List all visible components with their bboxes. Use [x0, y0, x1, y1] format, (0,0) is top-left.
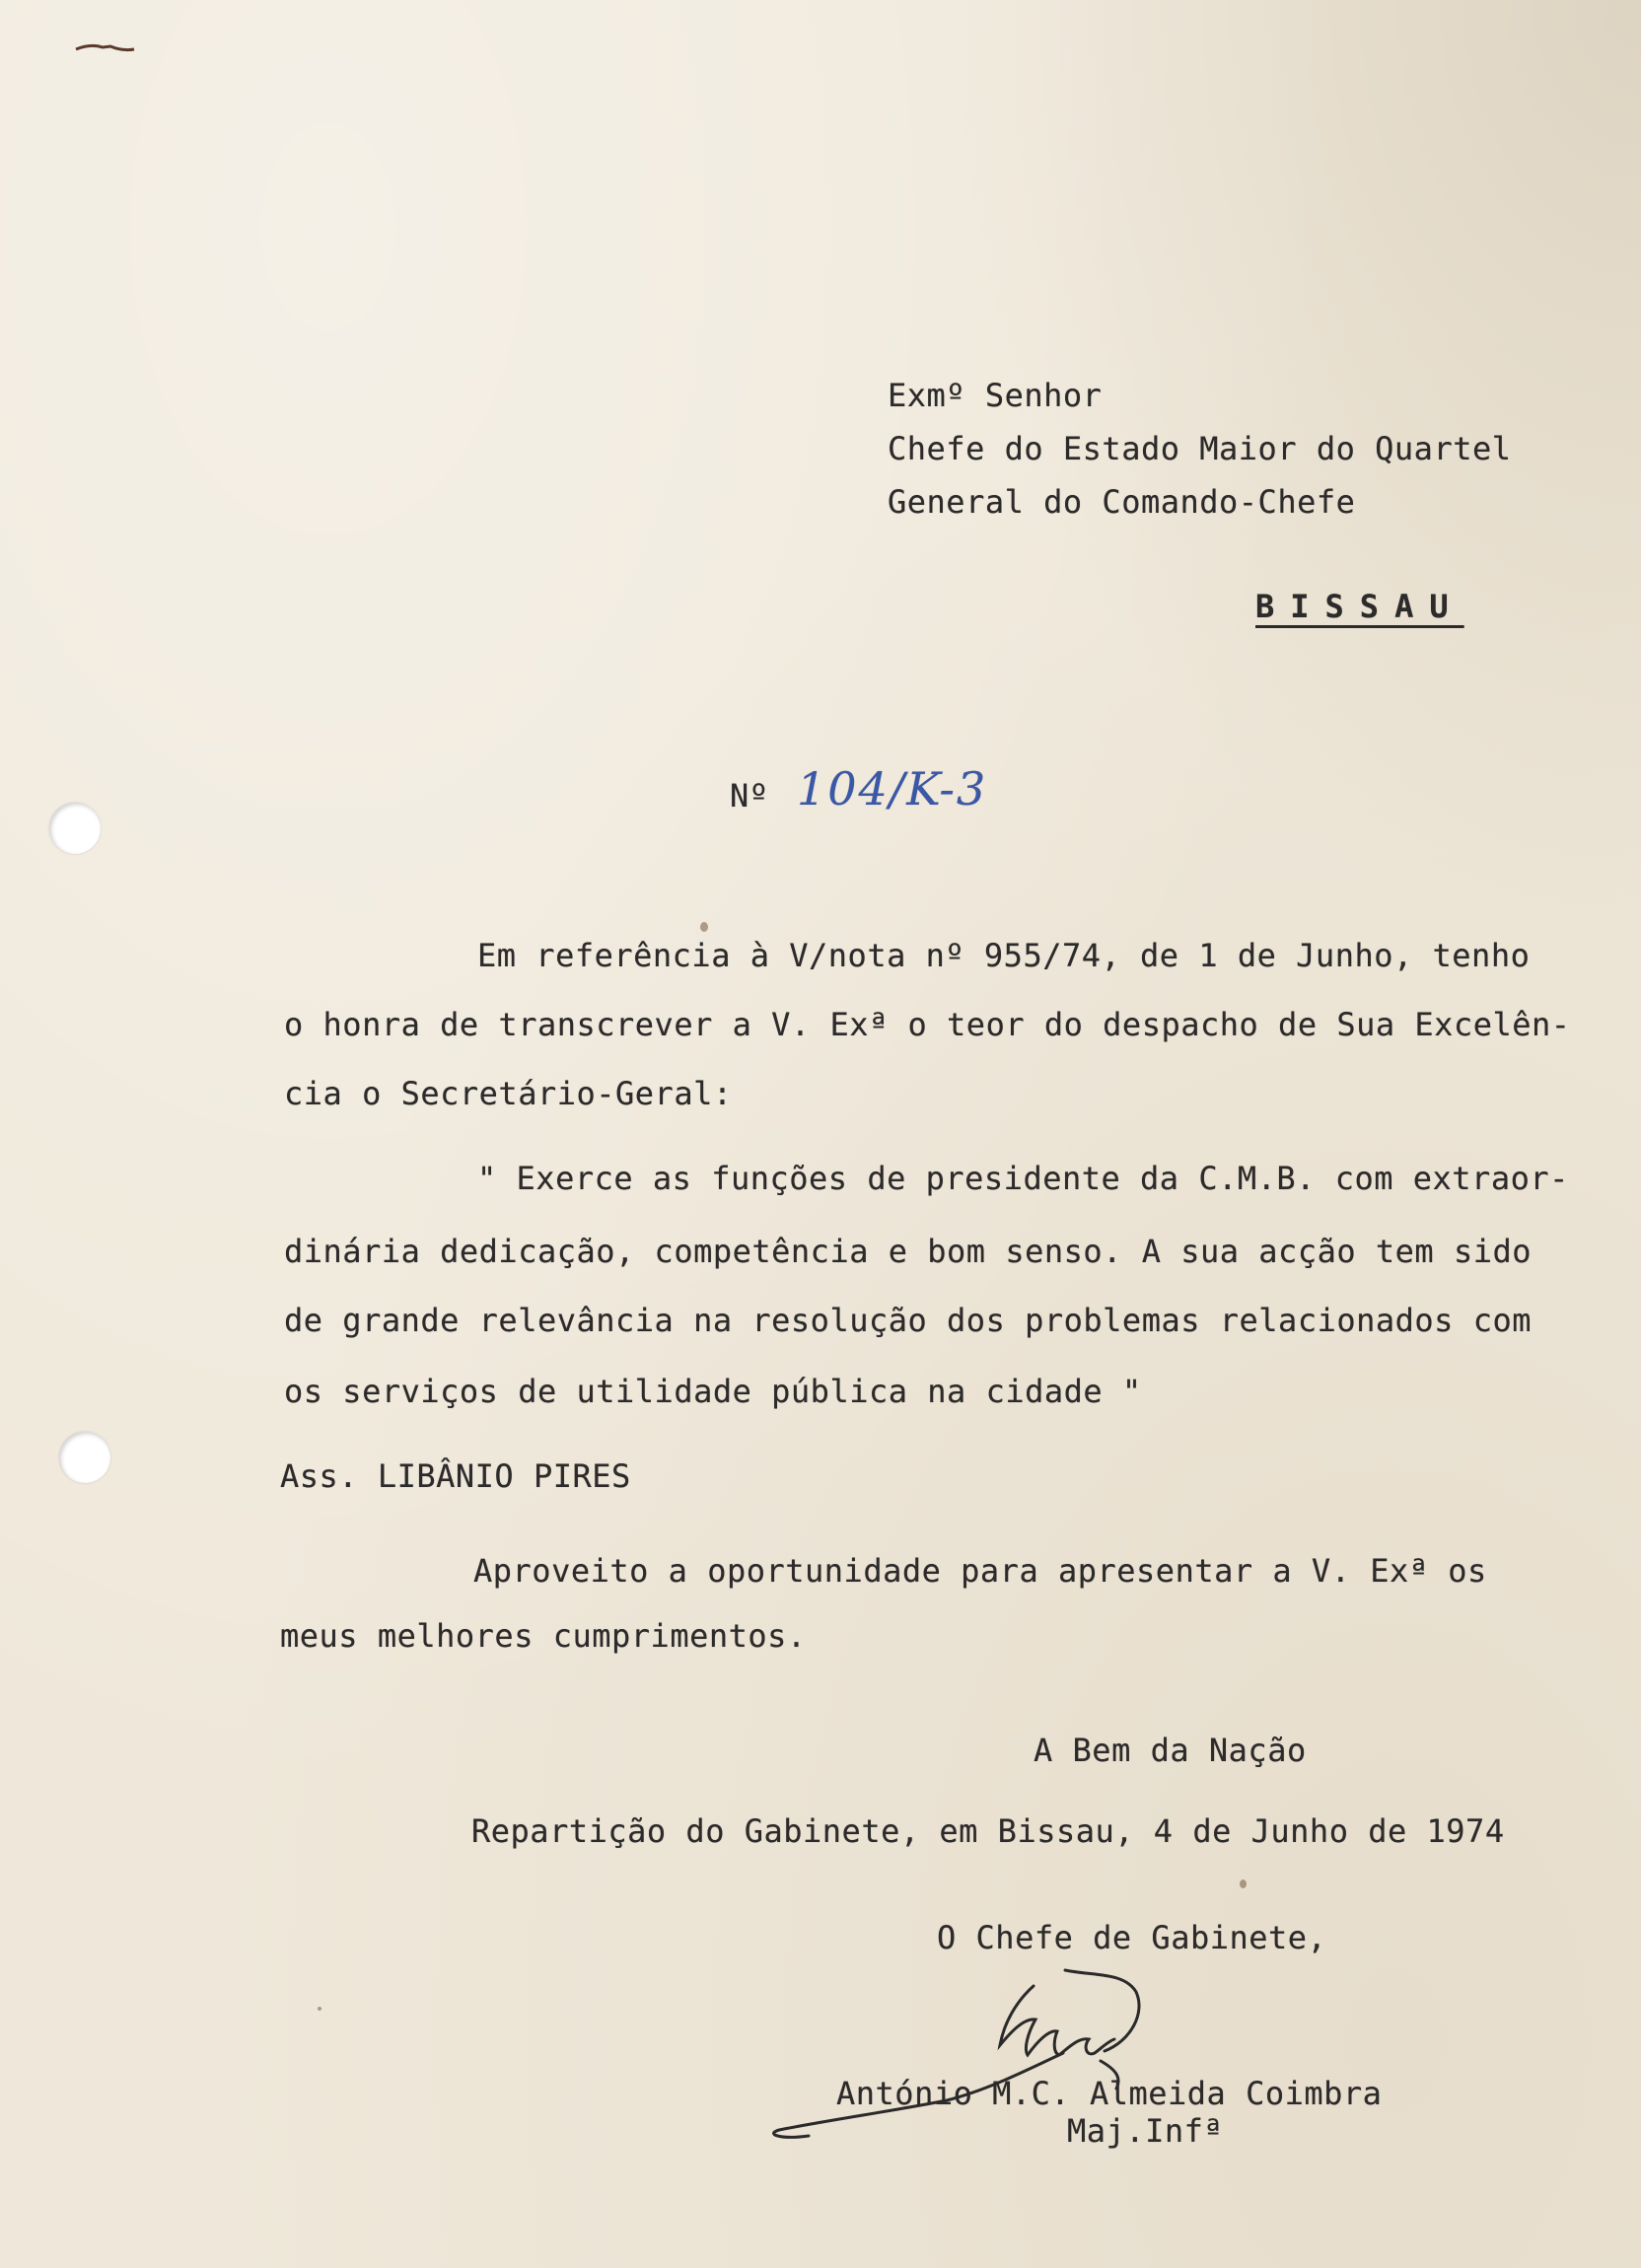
body-paragraph-1-line-2: o honra de transcrever a V. Exª o teor do despacho de Sua Excelên-: [284, 1006, 1571, 1043]
body-paragraph-2-line-1: Aproveito a oportunidade para apresentar a V. Exª os: [473, 1552, 1487, 1590]
punch-hole-top: [49, 803, 101, 854]
paper-stain: [1240, 1879, 1247, 1888]
paper-stain: [700, 922, 708, 932]
reference-number-handwritten: 104/K-3: [797, 762, 988, 815]
closing-place-date: Repartição do Gabinete, em Bissau, 4 de Junho de 1974: [471, 1812, 1505, 1850]
closing-motto: A Bem da Nação: [1034, 1732, 1307, 1769]
body-paragraph-1-line-3: cia o Secretário-Geral:: [284, 1075, 733, 1112]
signed-by: Ass. LIBÂNIO PIRES: [280, 1457, 631, 1495]
recipient-line-1: Chefe do Estado Maior do Quartel: [888, 430, 1512, 467]
quote-line-3: de grande relevância na resolução dos problemas relacionados com: [284, 1302, 1532, 1339]
quote-line-2: dinária dedicação, competência e bom senso. A sua acção tem sido: [284, 1233, 1532, 1270]
recipient-line-2: General do Comando-Chefe: [888, 483, 1356, 521]
paper-stain: [318, 2007, 321, 2011]
corner-pencil-mark: [71, 37, 140, 57]
signatory-name: António M.C. Almeida Coimbra: [836, 2075, 1383, 2112]
body-paragraph-2-line-2: meus melhores cumprimentos.: [280, 1617, 807, 1655]
body-paragraph-1-line-1: Em referência à V/nota nº 955/74, de 1 de Junho, tenho: [477, 937, 1531, 974]
recipient-city: BISSAU: [1255, 588, 1464, 625]
punch-hole-bottom: [59, 1432, 110, 1483]
reference-label: Nº: [730, 777, 769, 815]
quote-line-1: " Exerce as funções de presidente da C.M.B. com extraor-: [477, 1160, 1569, 1197]
signatory-rank: Maj.Infª: [1067, 2112, 1224, 2150]
recipient-salutation: Exmº Senhor: [888, 377, 1103, 414]
signatory-title: O Chefe de Gabinete,: [937, 1919, 1327, 1956]
quote-line-4: os serviços de utilidade pública na cidade ": [284, 1373, 1142, 1410]
